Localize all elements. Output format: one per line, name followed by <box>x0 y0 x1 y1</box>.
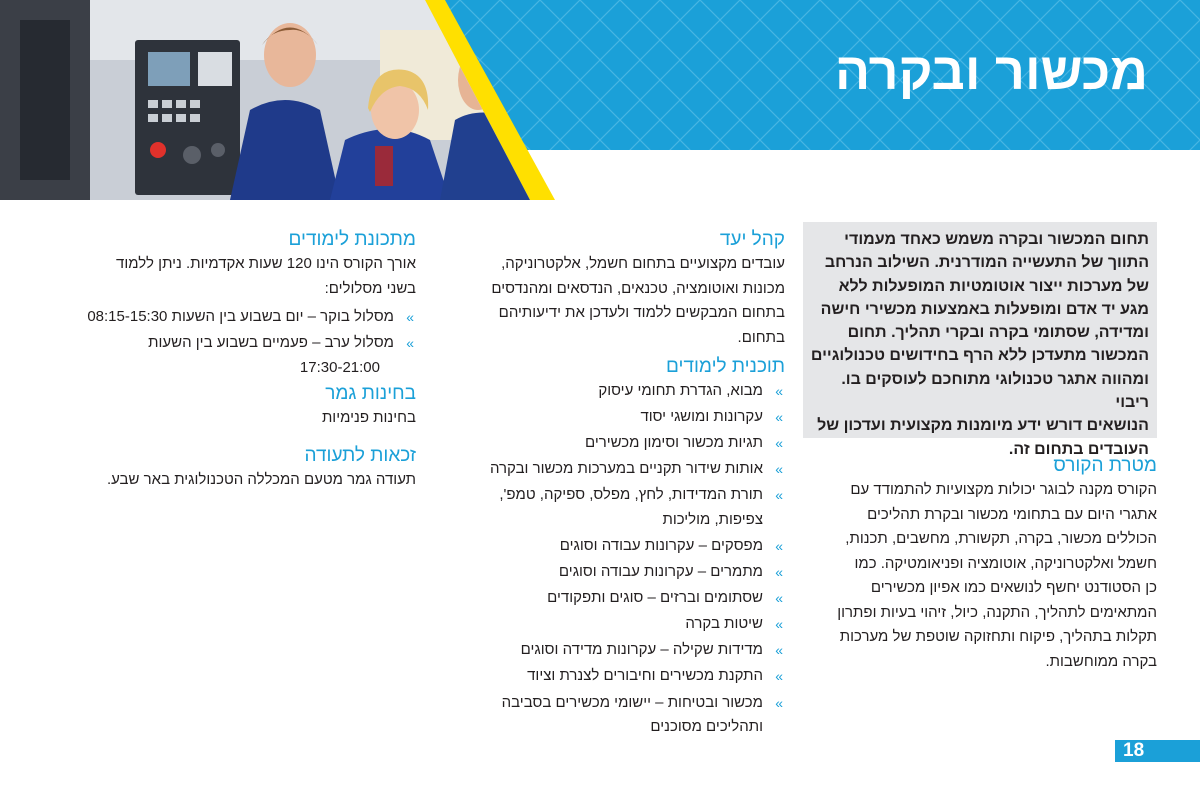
page-title: מכשור ובקרה <box>835 43 1148 101</box>
certificate-text: תעודה גמר מטעם המכללה הטכנולוגית באר שבע. <box>106 471 416 488</box>
page-number: 18 <box>1123 740 1145 761</box>
bullet-icon: » <box>775 409 783 426</box>
target-audience-heading: קהל יעד <box>719 229 785 250</box>
bullet-icon: » <box>406 309 414 325</box>
study-format-text: אורך הקורס הינו 120 שעות אקדמיות. ניתן ללמוד בשני מסלולים: <box>116 255 416 297</box>
list-item: » מפסקים – עקרונות עבודה וסוגים <box>440 534 785 559</box>
study-format-heading: מתכונת לימודים <box>288 229 416 250</box>
course-goal-section <box>803 454 1157 674</box>
study-format-section <box>80 228 416 382</box>
list-item: » מסלול בוקר – יום בשבוע בין השעות 08:15-15:30 <box>80 305 416 330</box>
bullet-icon: » <box>775 435 783 452</box>
list-item: » מתמרים – עקרונות עבודה וסוגים <box>440 560 785 585</box>
list-item: » עקרונות ומושגי יסוד <box>440 405 785 430</box>
bullet-icon: » <box>775 537 783 554</box>
course-goal-heading: מטרת הקורס <box>1053 455 1157 476</box>
list-item: » מדידות שקילה – עקרונות מדידה וסוגים <box>440 638 785 663</box>
bullet-icon: » <box>775 461 783 478</box>
study-tracks-list <box>80 305 416 380</box>
bullet-icon: » <box>775 564 783 581</box>
target-audience-section <box>440 228 785 350</box>
list-item: » התקנת מכשירים וחיבורים לצנרת וציוד <box>440 664 785 689</box>
list-item: » תורת המדידות, לחץ, מפלס, ספיקה, טמפ', צפיפות, מוליכות <box>440 483 785 532</box>
bullet-icon: » <box>775 487 783 504</box>
list-item: » שיטות בקרה <box>440 612 785 637</box>
certificate-heading: זכאות לתעודה <box>304 445 416 466</box>
curriculum-list <box>440 379 785 740</box>
final-exams-heading: בחינות גמר <box>325 383 416 404</box>
curriculum-section <box>440 355 785 741</box>
bullet-icon: » <box>775 383 783 399</box>
bullet-icon: » <box>775 616 783 633</box>
final-exams-section <box>80 382 416 431</box>
list-item: » שסתומים וברזים – סוגים ותפקודים <box>440 586 785 611</box>
page-number-badge <box>1115 740 1200 762</box>
intro-text: תחום המכשור ובקרה משמש כאחד מעמודי התווך של התעשייה המודרנית. השילוב הנרחב של מערכות ייצור אוטומטיות המופעלות ללא מגע יד אדם ומופעלות באמצעות מכשירי חישה ומדידה, שסתומי בקרה ובקרי תהליך. תחום המכשור מתעדכן ללא הרף בחידושים טכנולוגיים ומהווה אתגר טכנולוגי מתוחכם לעוסקים בו. ריבוי הנושאים דורש ידע מיומנות מקצועית ועדכון של העובדים בתחום זה. <box>810 231 1149 458</box>
bullet-icon: » <box>775 642 783 659</box>
students-workshop-photo <box>0 0 560 200</box>
intro-panel <box>803 222 1157 458</box>
target-audience-text: עובדים מקצועיים בתחום חשמל, אלקטרוניקה, מכונות ואוטומציה, טכנאים, הנדסאים ומהנדסים בתחום המבקשים ללמוד ולעדכן את ידיעותיהם בתחום. <box>491 255 785 346</box>
list-item: » אותות שידור תקניים במערכות מכשור ובקרה <box>440 457 785 482</box>
bullet-icon: » <box>406 335 414 352</box>
course-goal-text: הקורס מקנה לבוגר יכולות מקצועיות להתמודד עם אתגרי היום עם בתחומי מכשור ובקרת תהליכים הכוללים מכשור, בקרה, תקשורת, מחשבים, תכנות, חשמל ואלקטרוניקה, אוטומציה ופניאומטיקה. כמו כן הסטודנט יחשף לנושאים כמו אפיון מכשירים המתאימים לתהליך, התקנה, כיול, זיהוי בעיות ופתרון תקלות בתהליך, פיקוח ותחזוקה שוטפת של מערכות בקרה ממוחשבות. <box>837 481 1157 670</box>
curriculum-heading: תוכנית לימודים <box>666 356 785 377</box>
list-item: » מכשור ובטיחות – יישומי מכשירים בסביבה ותהליכים מסוכנים <box>440 691 785 740</box>
certificate-section <box>80 444 416 493</box>
final-exams-text: בחינות פנימיות <box>321 409 416 426</box>
bullet-icon: » <box>775 694 783 711</box>
bullet-icon: » <box>775 668 783 685</box>
bullet-icon: » <box>775 590 783 607</box>
list-item: » מבוא, הגדרת תחומי עיסוק <box>440 379 785 404</box>
list-item: » מסלול ערב – פעמיים בשבוע בין השעות 17:30-21:00 <box>80 331 416 380</box>
list-item: » תגיות מכשור וסימון מכשירים <box>440 431 785 456</box>
